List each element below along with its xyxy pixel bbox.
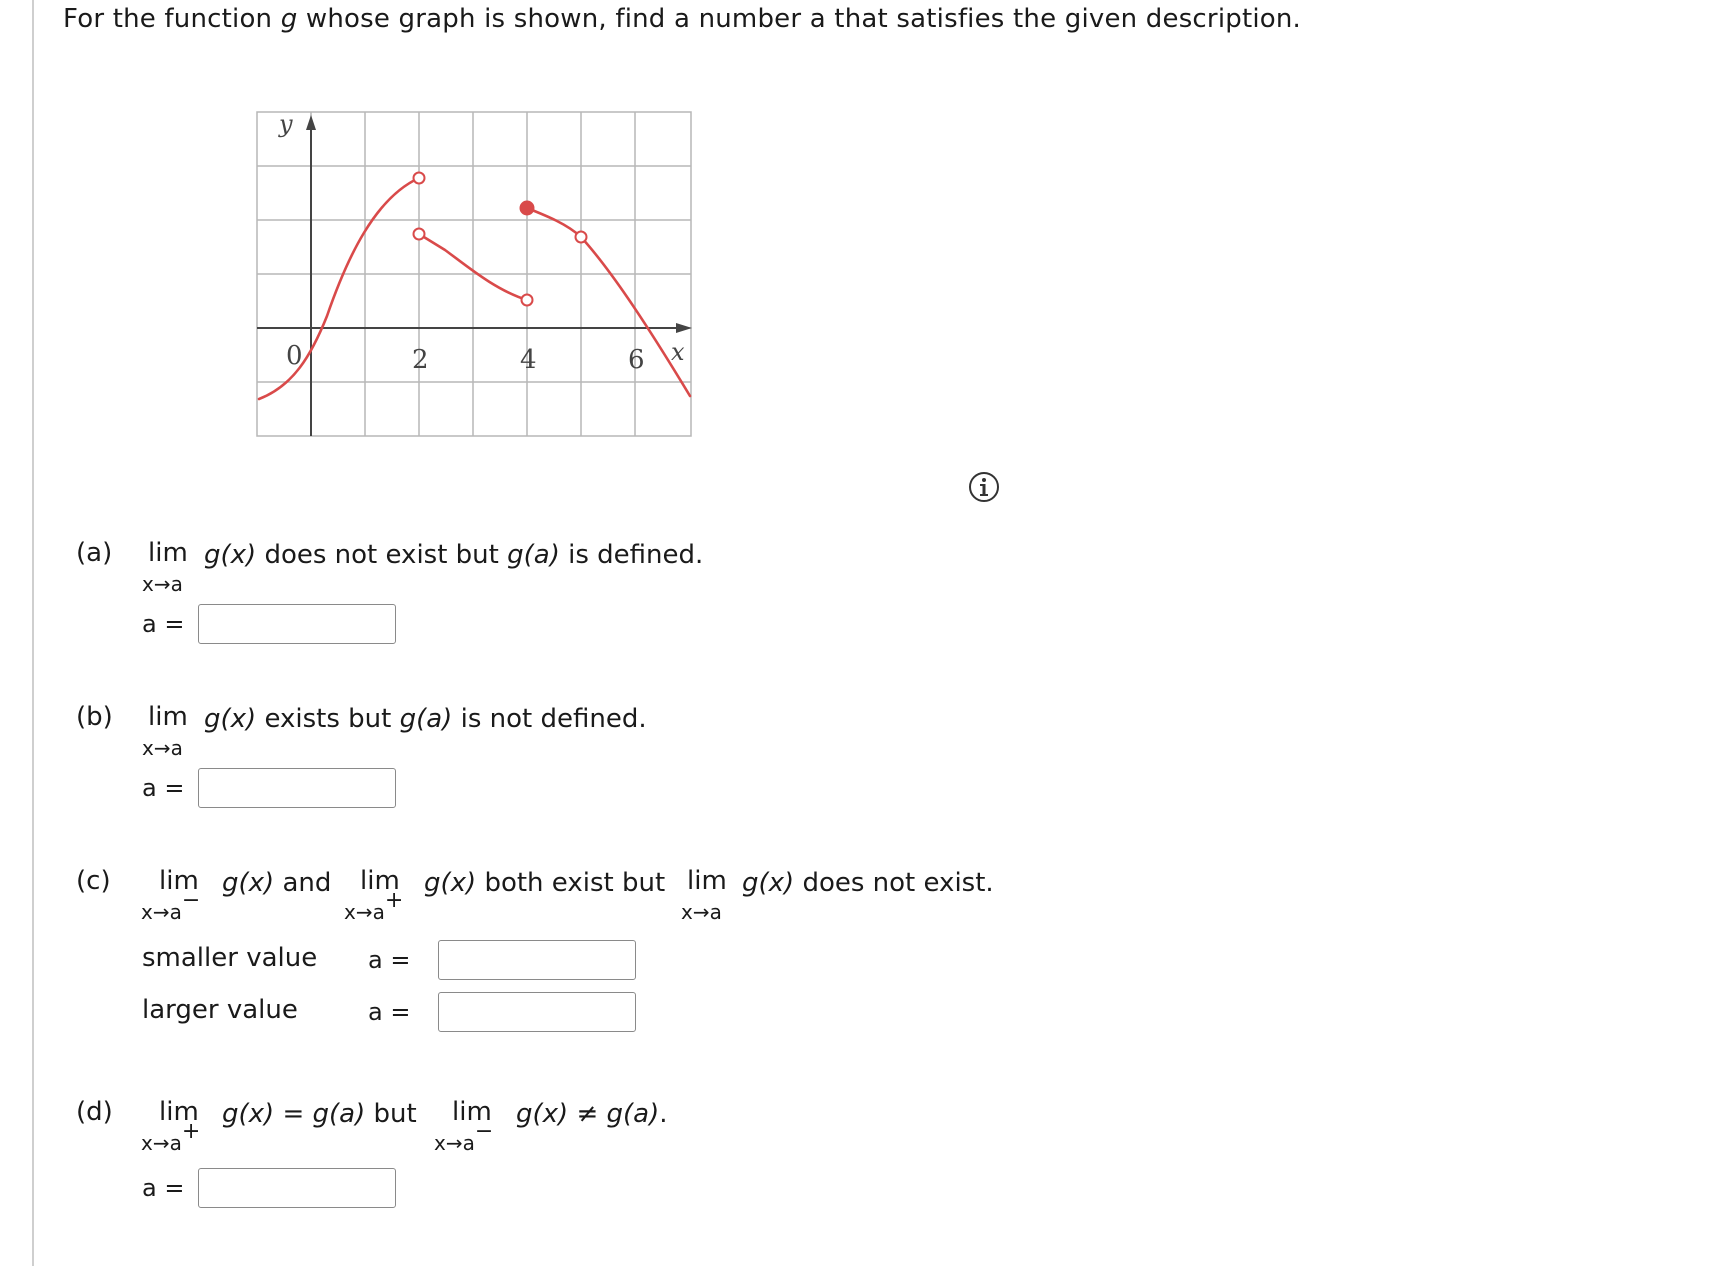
part-c-does-not-exist: g(x) does not exist. [742, 868, 994, 898]
part-c-both-exist: g(x) both exist but [424, 868, 666, 898]
part-c-smaller-a-equals: a = [368, 946, 411, 974]
tick-label-2: 2 [412, 345, 429, 375]
info-icon[interactable] [968, 471, 1000, 503]
part-c-larger-label: larger value [142, 995, 298, 1025]
function-graph [255, 108, 695, 438]
y-axis-label: y [279, 110, 293, 138]
part-a-a-equals: a = [142, 610, 185, 638]
question-prompt: For the function g whose graph is shown, find a number a that satisfies the given description. [63, 4, 1302, 34]
part-a-answer-input[interactable] [198, 604, 396, 644]
part-c-larger-a-equals: a = [368, 998, 411, 1026]
tick-label-0: 0 [286, 341, 303, 371]
left-border-rule [32, 0, 34, 1266]
part-c-gx-and: g(x) and [222, 868, 332, 898]
tick-label-6: 6 [628, 345, 645, 375]
part-d-not-equal: g(x) ≠ g(a). [516, 1099, 668, 1129]
part-a-label: (a) [76, 538, 113, 568]
part-c-larger-answer-input[interactable] [438, 992, 636, 1032]
part-c-smaller-answer-input[interactable] [438, 940, 636, 980]
part-a-statement: g(x) does not exist but g(a) is defined. [204, 540, 704, 570]
part-b-a-equals: a = [142, 774, 185, 802]
part-b-answer-input[interactable] [198, 768, 396, 808]
part-d-answer-input[interactable] [198, 1168, 396, 1208]
part-b-statement: g(x) exists but g(a) is not defined. [204, 704, 647, 734]
part-d-label: (d) [76, 1097, 113, 1127]
graph-axes [257, 115, 692, 436]
x-axis-label: x [671, 338, 685, 366]
function-points [414, 173, 587, 306]
part-b-label: (b) [76, 702, 113, 732]
part-c-smaller-label: smaller value [142, 943, 318, 973]
part-d-equals-but: g(x) = g(a) but [222, 1099, 417, 1129]
part-c-label: (c) [76, 866, 111, 896]
graph-grid [257, 112, 691, 436]
tick-label-4: 4 [520, 345, 537, 375]
part-d-a-equals: a = [142, 1174, 185, 1202]
function-curve [259, 178, 690, 399]
